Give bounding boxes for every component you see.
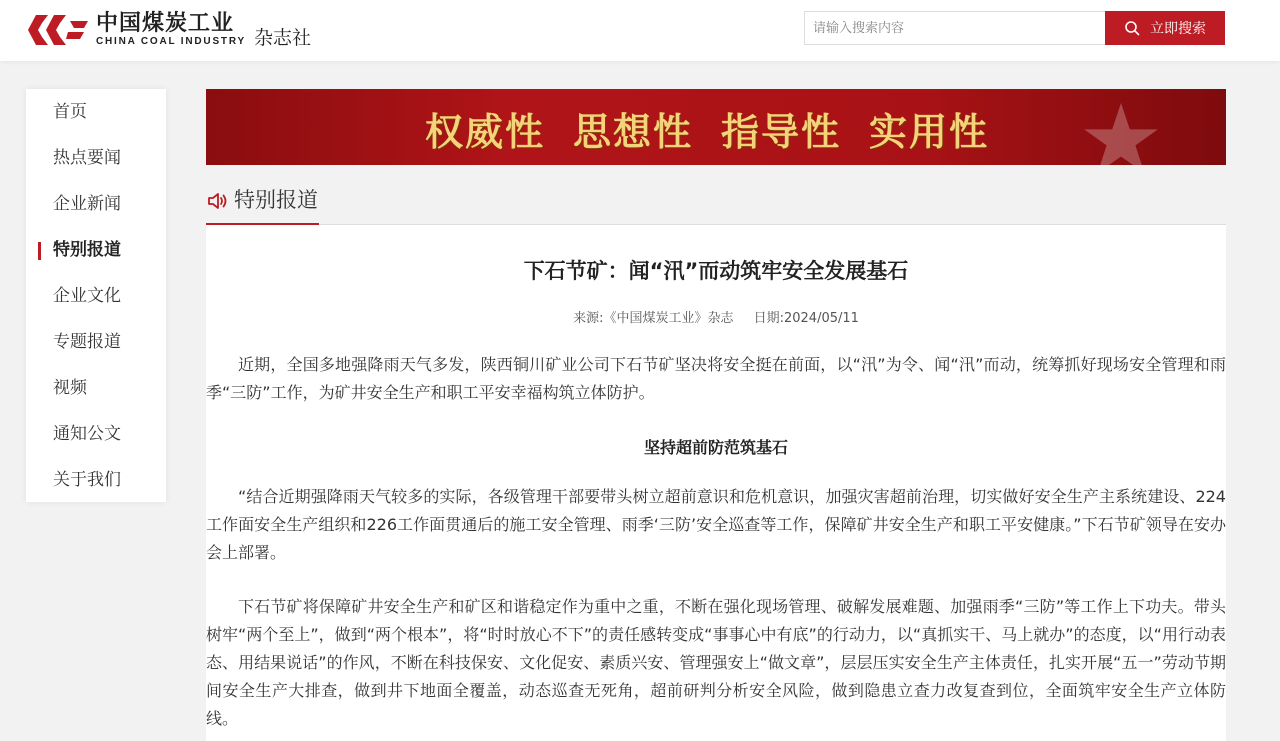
sidebar-item-home[interactable]: 首页 xyxy=(53,102,87,122)
sidebar-item-topic-report[interactable]: 专题报道 xyxy=(53,332,121,352)
article-body xyxy=(206,225,1226,741)
sidebar-item-enterprise-news[interactable]: 企业新闻 xyxy=(53,194,121,214)
search-button-label: 立即搜索 xyxy=(1150,21,1206,37)
logo-chinese-name: 中国煤炭工业 xyxy=(96,10,235,36)
banner-word: 思想性 xyxy=(573,109,694,154)
sidebar-item-about-us[interactable]: 关于我们 xyxy=(53,470,121,490)
article-subheading: 坚持超前防范筑基石 xyxy=(643,438,788,457)
logo-mark-icon xyxy=(26,11,92,49)
sidebar-nav xyxy=(26,89,166,502)
slogan-banner xyxy=(206,89,1226,165)
sidebar-item-special-report[interactable]: 特别报道 xyxy=(26,227,166,273)
speaker-icon xyxy=(206,189,230,213)
banner-slogan xyxy=(425,101,1017,156)
article-title: 下石节矿：闻“汛”而动筑牢安全发展基石 xyxy=(523,259,909,283)
article-paragraph: 下石节矿将保障矿井安全生产和矿区和谐稳定作为重中之重，不断在强化现场管理、破解发展难题、加强雨季“三防”等工作上下功夫。带头树牢“两个至上”，做到“两个根本”，将“时时放心不下”的责任感转变成“事事心中有底”的行动力，以“真抓实干、马上就办”的态度，以“用行动表态、用结果说话”的作风，不断在科技保安、文化促安、素质兴安、管理强安上“做文章”，层层压实安全生产主体责任，扎实开展“五一”劳动节期间安全生产大排查，做到井下地面全覆盖，动态巡查无死角，超前研判分析安全风险，做到隐患立查力改复查到位，全面筑牢安全生产立体防线。 xyxy=(206,597,1226,728)
banner-word: 权威性 xyxy=(425,109,546,154)
search-icon xyxy=(1124,20,1140,36)
sidebar-item-notices[interactable]: 通知公文 xyxy=(53,424,121,444)
logo-magazine-label: 杂志社 xyxy=(253,26,311,49)
search-bar xyxy=(804,11,1225,45)
sidebar-item-hot-news[interactable]: 热点要闻 xyxy=(53,148,121,168)
section-title-label: 特别报道 xyxy=(234,188,318,212)
section-title xyxy=(206,179,318,225)
article-meta xyxy=(206,307,1226,326)
article-paragraph: “结合近期强降雨天气较多的实际，各级管理干部要带头树立超前意识和危机意识，加强灾害超前治理，切实做好安全生产主系统建设、224工作面安全生产组织和226工作面贯通后的施工安全管理、雨季‘三防’安全巡查等工作，保障矿井安全生产和职工平安健康。”下石节矿领导在安办会上部署。 xyxy=(206,487,1226,562)
sidebar-item-enterprise-culture[interactable]: 企业文化 xyxy=(53,286,121,306)
article-date: 日期:2024/05/11 xyxy=(753,311,859,326)
site-logo[interactable] xyxy=(26,10,311,50)
banner-word: 指导性 xyxy=(721,109,842,154)
main-content xyxy=(206,89,1226,741)
banner-word: 实用性 xyxy=(869,109,990,154)
sidebar-item-video[interactable]: 视频 xyxy=(53,378,87,398)
article-paragraph: 近期，全国多地强降雨天气多发，陕西铜川矿业公司下石节矿坚决将安全挺在前面，以“汛”为令、闻“汛”而动，统筹抓好现场安全管理和雨季“三防”工作，为矿井安全生产和职工平安幸福构筑立体防护。 xyxy=(206,355,1226,402)
article-source: 来源:《中国煤炭工业》杂志 xyxy=(573,311,734,326)
site-header xyxy=(0,0,1280,61)
logo-english-name: CHINA COAL INDUSTRY xyxy=(96,36,246,47)
search-button[interactable] xyxy=(1105,11,1225,45)
search-input[interactable] xyxy=(804,11,1105,45)
section-header xyxy=(206,179,1226,225)
star-icon xyxy=(1076,99,1166,165)
